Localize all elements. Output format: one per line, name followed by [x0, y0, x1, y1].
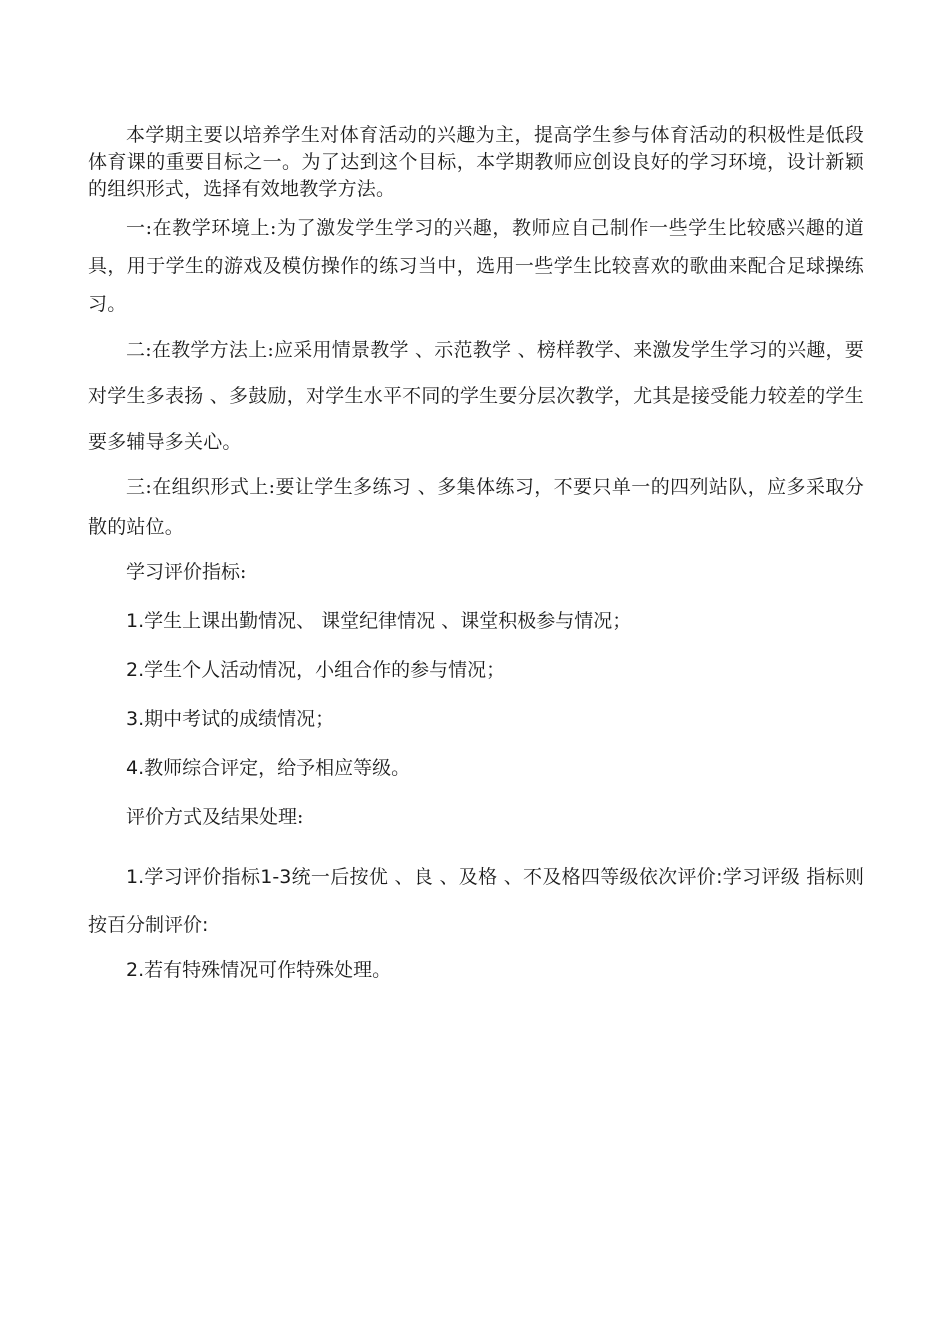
document-body — [88, 122, 864, 1006]
section-teaching-environment: 一:在教学环境上:为了激发学生学习的兴趣，教师应自己制作一些学生比较感兴趣的道具，用于学生的游戏及模仿操作的练习当中，选用一些学生比较喜欢的歌曲来配合足球操练习。 — [88, 217, 864, 315]
indicator-item-4: 4.教师综合评定，给予相应等级。 — [126, 757, 411, 779]
indicators-heading: 学习评价指标: — [126, 561, 247, 583]
section-teaching-methods: 二:在教学方法上:应采用情景教学 、示范教学 、榜样教学、来激发学生学习的兴趣，要对学生多表扬 、多鼓励，对学生水平不同的学生要分层次教学，尤其是接受能力较差的学生要多辅导多关心。 — [88, 339, 864, 453]
indicator-item-3: 3.期中考试的成绩情况； — [126, 708, 335, 730]
indicator-item-2: 2.学生个人活动情况，小组合作的参与情况； — [126, 659, 506, 681]
section-organization-form: 三:在组织形式上:要让学生多练习 、多集体练习，不要只单一的四列站队，应多采取分散的站位。 — [88, 476, 864, 538]
evaluation-heading: 评价方式及结果处理: — [126, 806, 304, 828]
intro-paragraph: 本学期主要以培养学生对体育活动的兴趣为主，提高学生参与体育活动的积极性是低段体育课的重要目标之一。为了达到这个目标，本学期教师应创设良好的学习环境，设计新颖的组织形式，选择有效地教学方法。 — [88, 124, 864, 200]
evaluation-item-2: 2.若有特殊情况可作特殊处理。 — [126, 959, 392, 981]
indicator-item-1: 1.学生上课出勤情况、 课堂纪律情况 、课堂积极参与情况； — [126, 610, 632, 632]
evaluation-item-1: 1.学习评价指标1-3统一后按优 、良 、及格 、不及格四等级依次评价:学习评级 指标则按百分制评价: — [88, 866, 864, 936]
